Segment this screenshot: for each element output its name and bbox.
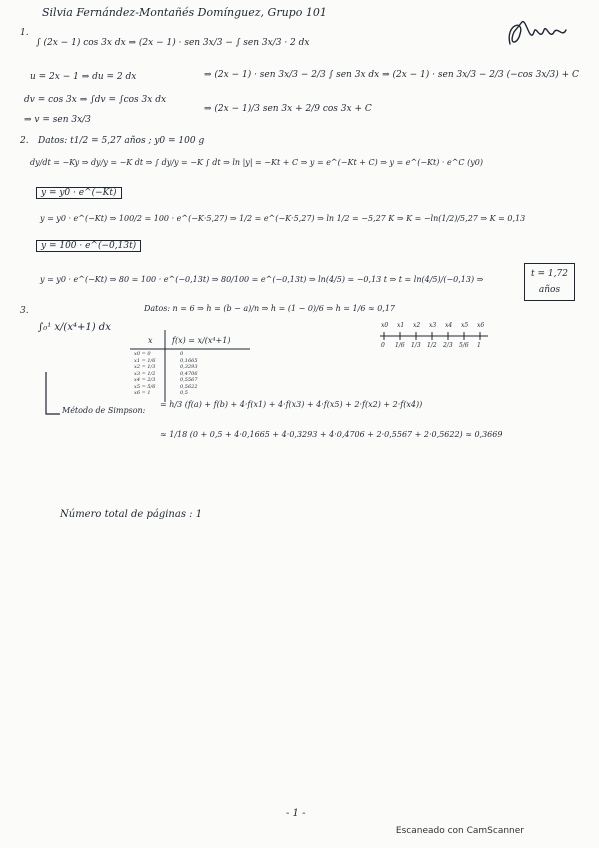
problem-1-dv: dv = cos 3x ⇒ ∫dv = ∫cos 3x dx bbox=[24, 95, 167, 105]
problem-2-number: 2. bbox=[20, 136, 29, 146]
table-cell: 0,4706 bbox=[180, 370, 198, 377]
table-col-fx bbox=[180, 351, 198, 397]
table-cell: 0,3293 bbox=[180, 364, 198, 370]
axis-label-x1: x1 bbox=[397, 322, 405, 329]
table-row: x6 = 1 bbox=[134, 390, 151, 396]
table-row: x2 = 1/3 bbox=[134, 364, 156, 370]
table-col-x bbox=[134, 351, 155, 397]
problem-3-datos: Datos: n = 6 ⇒ h = (b − a)/n ⇒ h = (1 − 0)/6 ⇒ h = 1/6 ≈ 0,17 bbox=[144, 304, 396, 313]
table-cell: 0,5567 bbox=[180, 377, 198, 383]
problem-2-datos: Datos: t1/2 = 5,27 años ; y0 = 100 g bbox=[38, 136, 205, 146]
problem-2-line-3: y = y0 · e^(−Kt) ⇒ 80 = 100 · e^(−0,13t) ⇒ 80/100 = e^(−0,13t) ⇒ ln(4/5) = −0,13 t ⇒ t = ln(4/5)/(−0,13) ⇒ bbox=[40, 275, 484, 284]
simpson-label: Método de Simpson: bbox=[62, 406, 146, 415]
table-row: x5 = 5/6 bbox=[134, 383, 156, 390]
simpson-result: ≈ 1/18 (0 + 0,5 + 4·0,1665 + 4·0,3293 + 4·0,4706 + 2·0,5567 + 2·0,5622) ≈ 0,3669 bbox=[160, 430, 503, 439]
problem-1-line-3: ⇒ (2x − 1)/3 sen 3x + 2/9 cos 3x + C bbox=[204, 104, 372, 114]
simpson-formula: = h/3 (f(a) + f(b) + 4·f(x1) + 4·f(x3) + 4·f(x5) + 2·f(x2) + 2·f(x4)) bbox=[160, 400, 423, 409]
axis-label-x6: x6 bbox=[477, 322, 485, 329]
author-header: Silvia Fernández-Montañés Domínguez, Grupo 101 bbox=[42, 6, 327, 19]
table-row: x0 = 0 bbox=[134, 351, 151, 357]
table-cell: 0,5 bbox=[180, 390, 188, 396]
problem-1-line-2: ⇒ (2x − 1) · sen 3x/3 − 2/3 ∫ sen 3x dx ⇒ (2x − 1) · sen 3x/3 − 2/3 (−cos 3x/3) + C bbox=[204, 70, 579, 80]
table-cell: 0 bbox=[180, 351, 184, 357]
table-cell: 0,1665 bbox=[180, 357, 198, 364]
scanner-footer: Escaneado con CamScanner bbox=[395, 826, 524, 836]
problem-1-number: 1. bbox=[20, 28, 29, 38]
problem-2-boxed-general-solution: y = y0 · e^(−Kt) bbox=[36, 187, 122, 199]
problem-1-u: u = 2x − 1 ⇒ du = 2 dx bbox=[30, 72, 137, 82]
table-row: x1 = 1/6 bbox=[134, 357, 156, 364]
table-cell: 0,5622 bbox=[180, 383, 198, 390]
axis-label-x2: x2 bbox=[413, 322, 421, 329]
problem-1-v: ⇒ v = sen 3x/3 bbox=[24, 115, 91, 125]
table-header-x: x bbox=[148, 336, 153, 345]
table-row: x3 = 1/2 bbox=[134, 370, 156, 377]
axis-value-1: 1/6 bbox=[395, 342, 405, 349]
problem-1-line-1: ∫ (2x − 1) cos 3x dx ⇒ (2x − 1) · sen 3x/3 − ∫ sen 3x/3 · 2 dx bbox=[36, 38, 310, 48]
problem-2-line-2: y = y0 · e^(−Kt) ⇒ 100/2 = 100 · e^(−K·5,27) ⇒ 1/2 = e^(−K·5,27) ⇒ ln 1/2 = −5,27 K ⇒ K = −ln(1/2)/5,27 ⇒ K = 0,13 bbox=[40, 214, 526, 223]
axis-label-x0: x0 bbox=[381, 322, 389, 329]
axis-label-x5: x5 bbox=[461, 322, 469, 329]
problem-3-integral: ∫₀¹ x/(x⁴+1) dx bbox=[38, 322, 111, 333]
problem-2-boxed-particular-solution: y = 100 · e^(−0,13t) bbox=[36, 240, 141, 252]
problem-2-answer-unit: años bbox=[538, 285, 561, 295]
axis-value-6: 1 bbox=[477, 342, 481, 349]
problem-2-line-1: dy/dt = −Ky ⇒ dy/y = −K dt ⇒ ∫ dy/y = −K ∫ dt ⇒ ln |y| = −Kt + C ⇒ y = e^(−Kt + C) ⇒ y = e^(−Kt) · e^C (y0) bbox=[30, 158, 483, 167]
axis-label-x4: x4 bbox=[445, 322, 453, 329]
problem-3-number: 3. bbox=[20, 306, 29, 316]
axis-value-0: 0 bbox=[381, 342, 385, 349]
page-number: - 1 - bbox=[286, 808, 306, 819]
axis-value-5: 5/6 bbox=[459, 342, 469, 349]
total-pages-note: Número total de páginas : 1 bbox=[60, 509, 203, 520]
table-header-fx: f(x) = x/(x⁴+1) bbox=[172, 336, 231, 345]
axis-value-4: 2/3 bbox=[443, 342, 453, 349]
axis-value-3: 1/2 bbox=[427, 342, 437, 349]
problem-2-answer-value: t = 1,72 bbox=[531, 269, 568, 279]
table-row: x4 = 2/3 bbox=[134, 377, 156, 383]
axis-label-x3: x3 bbox=[429, 322, 437, 329]
axis-value-2: 1/3 bbox=[411, 342, 421, 349]
